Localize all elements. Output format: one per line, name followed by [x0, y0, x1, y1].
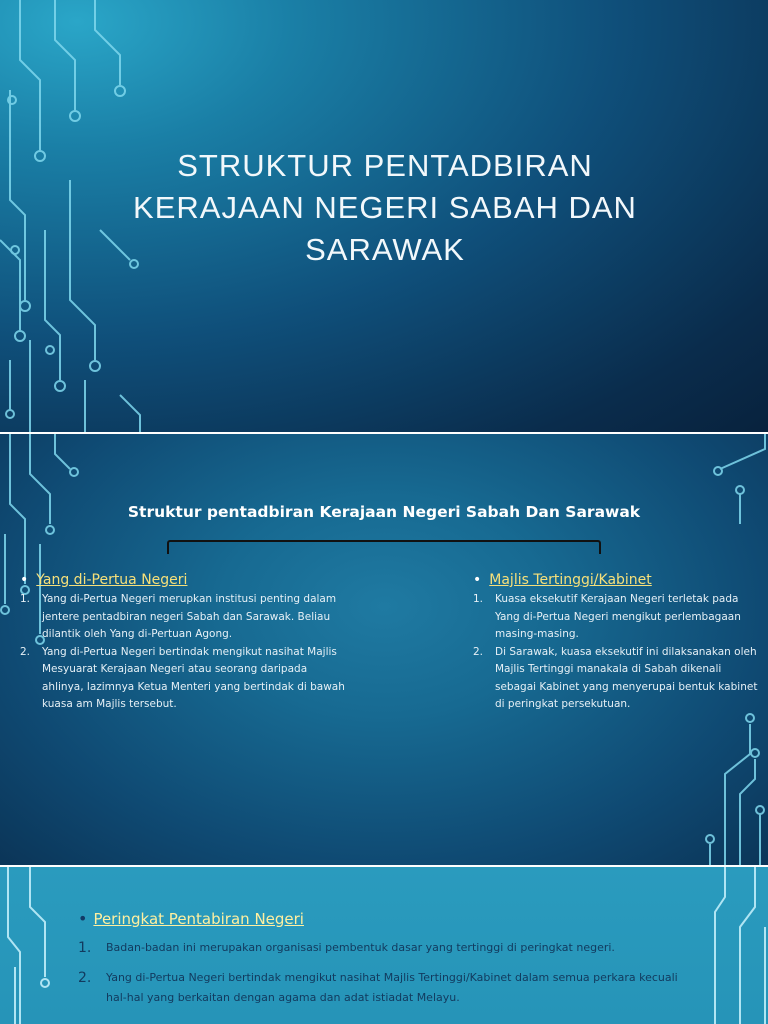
list-item: 1. Yang di-Pertua Negeri merupkan institusi penting dalam jentere pentadbiran negeri Sabah dan Sarawak. Beliau dilantik oleh Yang di-Pertuan Agong.: [20, 593, 337, 640]
list-item: 2. Yang di-Pertua Negeri bertindak mengikut nasihat Majlis Tertinggi/Kabinet dalam semua perkara kecuali hal-hal yang berkaitan dengan agama dan adat istiadat Melayu.: [78, 970, 678, 1004]
list-item: 1. Kuasa eksekutif Kerajaan Negeri terletak pada Yang di-Pertua Negeri mengikut perlembagaan masing-masing.: [473, 593, 741, 640]
list-item: 2. Yang di-Pertua Negeri bertindak mengikut nasihat Majlis Mesyuarat Kerajaan Negeri atau seorang daripada ahlinya, lazimnya Ketua Menteri yang bertindak di bawah kuasa am Majlis tersebut.: [20, 645, 345, 710]
slide-title: STRUKTUR PENTADBIRAN KERAJAAN NEGERI SABAH DAN SARAWAK: [133, 148, 637, 267]
bullet-icon: •: [20, 572, 29, 588]
column-heading: Yang di-Pertua Negeri: [36, 572, 188, 588]
slide-heading: Struktur pentadbiran Kerajaan Negeri Sabah Dan Sarawak: [127, 503, 641, 521]
list-item: 2. Di Sarawak, kuasa eksekutif ini dilaksanakan oleh Majlis Tertinggi manakala di Sabah dikenali sebagai Kabinet yang menyerupai bentuk kabinet di peringkat persekutuan.: [473, 645, 758, 710]
section-heading: • Peringkat Pentabiran Negeri: [78, 909, 304, 928]
list-item: 1. Badan-badan ini merupakan organisasi pembentuk dasar yang tertinggi di peringkat negeri.: [78, 940, 615, 956]
item-list: [20, 591, 350, 714]
column-heading: Majlis Tertinggi/Kabinet: [489, 572, 652, 588]
title-slide: [0, 0, 768, 432]
bracket-connector: [167, 540, 601, 554]
column-yang-dipertua: [20, 572, 350, 714]
circuit-left-icon: [0, 867, 60, 1024]
column-majlis-tertinggi: [473, 572, 758, 714]
item-list: [473, 591, 758, 714]
bullet-icon: •: [78, 909, 88, 928]
bullet-icon: •: [473, 572, 482, 588]
item-list: [78, 938, 678, 1018]
circuit-right-icon: [700, 867, 768, 1024]
